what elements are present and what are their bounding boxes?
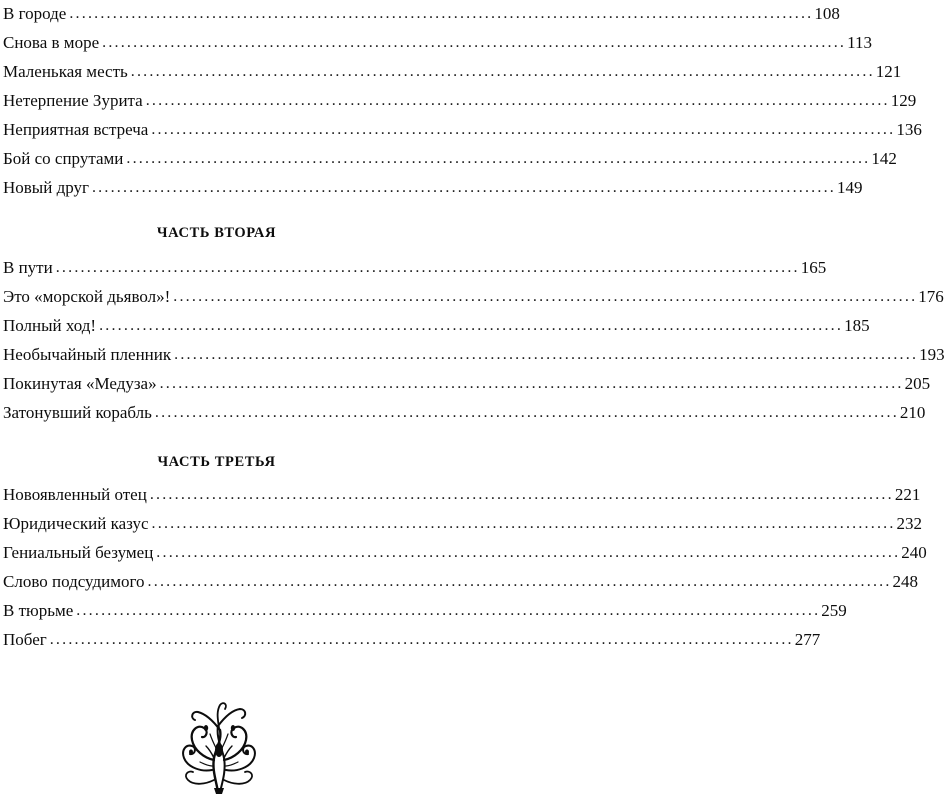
toc-entry-page: 259 [821,601,847,620]
toc-entry-page: 113 [847,33,872,52]
toc-entry-page: 232 [896,514,923,533]
leader-dots: ........................................................................................................................ [91,179,836,196]
toc-entry-title: Новоявленный отец [3,485,147,504]
toc-entry[interactable] [3,597,847,621]
leader-dots: ........................................................................................................................ [159,375,904,392]
toc-entry[interactable] [3,539,927,563]
toc-entry-page: 248 [892,572,919,591]
toc-entry-title: В городе [3,4,67,23]
toc-entry[interactable] [3,283,944,307]
leader-dots: ........................................................................................................................ [130,63,875,80]
toc-entry-page: 221 [894,485,921,504]
toc-entry-title: Необычайный пленник [3,345,172,364]
part-three-heading: ЧАСТЬ ТРЕТЬЯ [157,454,276,470]
toc-entry[interactable] [3,399,926,423]
floral-vignette-icon [176,700,260,796]
toc-entry[interactable] [3,29,872,53]
toc-entry-title: В пути [3,258,53,277]
part-two-heading: ЧАСТЬ ВТОРАЯ [156,225,277,241]
leader-dots: ........................................................................................................................ [149,486,894,503]
toc-entry-title: Гениальный безумец [3,543,154,562]
toc-entry[interactable] [3,626,821,650]
toc-entry-page: 149 [836,178,863,197]
leader-dots: ........................................................................................................................ [151,121,896,138]
toc-entry-title: Новый друг [3,178,89,197]
toc-entry[interactable] [3,312,870,336]
toc-entry-title: Затонувший корабль [3,403,152,422]
toc-entry[interactable] [3,58,902,82]
leader-dots: ........................................................................................................................ [173,288,918,305]
toc-entry[interactable] [3,0,840,24]
leader-dots: ........................................................................................................................ [99,317,844,334]
leader-dots: ........................................................................................................................ [76,602,821,619]
toc-entry-page: 136 [896,120,922,139]
toc-entry[interactable] [3,341,945,365]
toc-entry-page: 240 [901,543,927,562]
leader-dots: ........................................................................................................................ [126,150,871,167]
toc-entry-title: Нетерпение Зурита [3,91,143,110]
toc-entry-title: Слово подсудимого [3,572,145,591]
toc-entry-page: 185 [844,316,870,335]
toc-entry-title: В тюрьме [3,601,74,620]
leader-dots: ........................................................................................................................ [156,544,901,561]
toc-entry-title: Полный ход! [3,316,97,335]
toc-entry[interactable] [3,116,922,140]
leader-dots: ........................................................................................................................ [102,34,847,51]
toc-entry[interactable] [3,568,919,592]
toc-entry[interactable] [3,481,921,505]
toc-entry[interactable] [3,145,897,169]
toc-entry-page: 176 [918,287,944,306]
toc-entry-title: Побег [3,630,47,649]
toc-entry[interactable] [3,370,931,394]
leader-dots: ........................................................................................................................ [154,404,899,421]
toc-entry[interactable] [3,510,923,534]
toc-entry-title: Это «морской дьявол»! [3,287,171,306]
toc-entry-title: Неприятная встреча [3,120,149,139]
toc-entry-page: 205 [904,374,931,393]
toc-entry-page: 121 [875,62,902,81]
toc-entry[interactable] [3,174,863,198]
leader-dots: ........................................................................................................................ [69,5,814,22]
toc-entry-title: Маленькая месть [3,62,128,81]
toc-entry-title: Покинутая «Медуза» [3,374,157,393]
leader-dots: ........................................................................................................................ [147,573,892,590]
leader-dots: ........................................................................................................................ [174,346,919,363]
toc-entry-page: 277 [794,630,821,649]
toc-entry-title: Юридический казус [3,514,149,533]
toc-entry-page: 165 [800,258,827,277]
toc-entry-page: 129 [890,91,917,110]
leader-dots: ........................................................................................................................ [49,631,794,648]
toc-entry-page: 193 [919,345,945,364]
toc-entry[interactable] [3,87,917,111]
toc-entry-page: 210 [899,403,926,422]
leader-dots: ........................................................................................................................ [55,259,800,276]
toc-entry-page: 142 [871,149,897,168]
toc-entry[interactable] [3,254,827,278]
toc-entry-page: 108 [814,4,840,23]
toc-entry-title: Бой со спрутами [3,149,124,168]
leader-dots: ........................................................................................................................ [151,515,896,532]
leader-dots: ........................................................................................................................ [145,92,890,109]
toc-entry-title: Снова в море [3,33,100,52]
